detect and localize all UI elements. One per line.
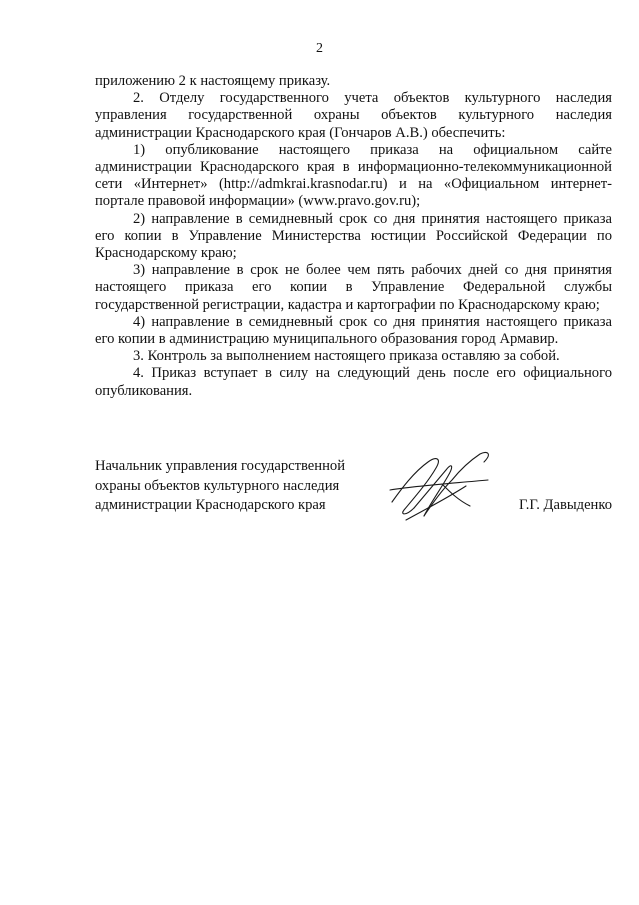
paragraph-item-4: 4. Приказ вступает в силу на следующий день после его официального опубликования. bbox=[95, 365, 612, 399]
paragraph-item-3: 3. Контроль за выполнением настоящего приказа оставляю за собой. bbox=[133, 348, 560, 365]
signatory-title-line: Начальник управления государственной bbox=[95, 458, 346, 474]
paragraph-subitem-2: 2) направление в семидневный срок со дня принятия настоящего приказа его копии в Управление Министерства юстиции Российской Федерации по Краснодарскому краю; bbox=[95, 210, 612, 262]
paragraph-subitem-1: 1) опубликование настоящего приказа на официальном сайте администрации Краснодарского края в информационно-телекоммуникационной сети «Интернет» (http://admkrai.krasnodar.ru) и на «Официальном интернет-портале правовой информации» (www.pravo.gov.ru); bbox=[95, 141, 612, 210]
paragraph-item-2: 2. Отделу государственного учета объектов культурного наследия управления государственной охраны объектов культурного наследия администрации Краснодарского края (Гончаров А.В.) обеспечить: bbox=[95, 90, 612, 141]
handwritten-signature bbox=[384, 440, 496, 526]
order-body bbox=[95, 73, 612, 400]
signatory-title-line: охраны объектов культурного наследия bbox=[95, 477, 340, 494]
paragraph-subitem-4: 4) направление в семидневный срок со дня принятия настоящего приказа его копии в администрацию муниципального образования город Армавир. bbox=[95, 313, 612, 348]
paragraph-subitem-3: 3) направление в срок не более чем пять рабочих дней со дня принятия настоящего приказа его копии в Управление Федеральной службы государственной регистрации, кадастра и картографии по Краснодарскому краю; bbox=[95, 262, 612, 313]
page-number: 2 bbox=[316, 41, 323, 56]
signatory-title bbox=[95, 457, 395, 516]
signatory-name: Г.Г. Давыденко bbox=[518, 497, 612, 513]
paragraph-continuation: приложению 2 к настоящему приказу. bbox=[95, 73, 331, 89]
signatory-title-line: администрации Краснодарского края bbox=[95, 497, 326, 513]
